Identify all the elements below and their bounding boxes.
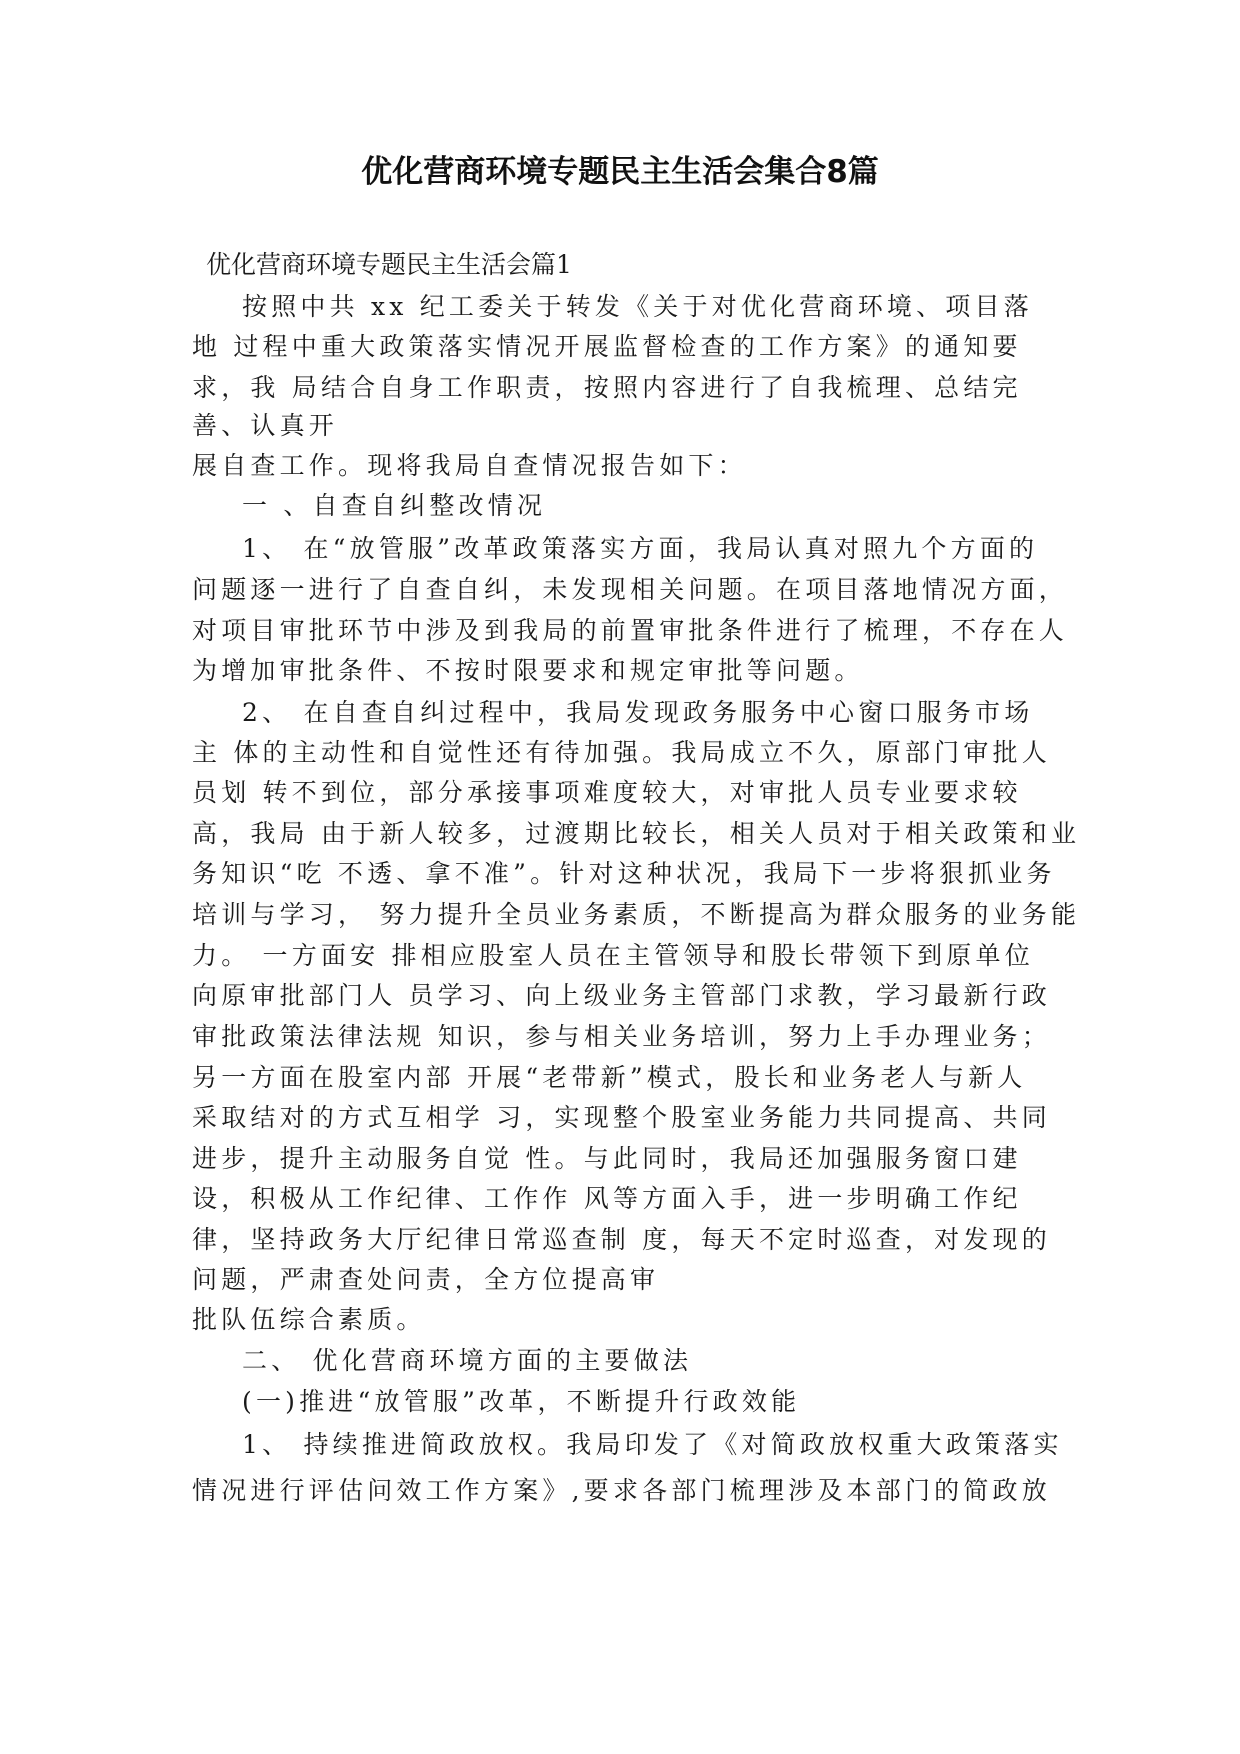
paragraph-line: 1、 持续推进简政放权。我局印发了《对简政放权重大政策落实 [242,1430,1063,1459]
subsection-heading: 一 、自查自纠整改情况 [242,491,547,520]
paragraph-line: 采取结对的方式互相学 习，实现整个股室业务能力共同提高、共同 [192,1103,1051,1132]
paragraph-line: 进步，提升主动服务自觉 性。与此同时，我局还加强服务窗口建 [192,1144,1022,1173]
paragraph-line: 另一方面在股室内部 开展“老带新”模式，股长和业务老人与新人 [192,1063,1027,1092]
paragraph-line: 设，积极从工作纪律、工作作 风等方面入手，进一步明确工作纪 [192,1184,1022,1213]
section-heading-2: 二、 优化营商环境方面的主要做法 [242,1346,693,1375]
paragraph-line: 批队伍综合素质。 [192,1305,426,1334]
paragraph-line: 按照中共 xx 纪工委关于转发《关于对优化营商环境、项目落 [242,292,1033,321]
paragraph-line: 展自查工作。现将我局自查情况报告如下： [192,451,747,480]
paragraph-line: 员划 转不到位，部分承接事项难度较大，对审批人员专业要求较 [192,778,1022,807]
paragraph-line: 审批政策法律法规 知识，参与相关业务培训，努力上手办理业务； [192,1022,1051,1051]
paragraph-line: 求，我 局结合自身工作职责，按照内容进行了自我梳理、总结完 [192,373,1022,402]
paragraph-line: 向原审批部门人 员学习、向上级业务主管部门求教，学习最新行政 [192,981,1051,1010]
paragraph-line: 地 过程中重大政策落实情况开展监督检查的工作方案》的通知要 [192,332,1022,361]
paragraph-line: 情况进行评估问效工作方案》,要求各部门梳理涉及本部门的简政放 [192,1476,1051,1505]
paragraph-line: 为增加审批条件、不按时限要求和规定审批等问题。 [192,656,864,685]
paragraph-line: 1、 在“放管服”改革政策落实方面，我局认真对照九个方面的 [242,534,1039,563]
paragraph-line: 律，坚持政务大厅纪律日常巡查制 度，每天不定时巡查，对发现的 [192,1225,1051,1254]
paragraph-line: 高，我局 由于新人较多，过渡期比较长，相关人员对于相关政策和业 [192,819,1081,848]
paragraph-line: 问题，严肃查处问责，全方位提高审 [192,1265,660,1294]
paragraph-line: 善、认真开 [192,411,339,440]
document-title: 优化营商环境专题民主生活会集合8篇 [361,154,879,190]
paragraph-line: 问题逐一进行了自查自纠，未发现相关问题。在项目落地情况方面， [192,575,1069,604]
paragraph-line: 主 体的主动性和自觉性还有待加强。我局成立不久，原部门审批人 [192,738,1051,767]
paragraph-line: 力。 一方面安 排相应股室人员在主管领导和股长带领下到原单位 [192,941,1034,970]
section-heading-1: 优化营商环境专题民主生活会篇1 [206,250,572,279]
paragraph-line: 培训与学习， 努力提升全员业务素质，不断提高为群众服务的业务能 [192,900,1081,929]
paragraph-line: 务知识“吃 不透、拿不准”。针对这种状况，我局下一步将狠抓业务 [192,859,1056,888]
paragraph-line: 2、 在自查自纠过程中，我局发现政务服务中心窗口服务市场 [242,698,1034,727]
paragraph-line: 对项目审批环节中涉及到我局的前置审批条件进行了梳理，不存在人 [192,616,1069,645]
subsection-heading: (一)推进“放管服”改革，不断提升行政效能 [242,1387,801,1416]
